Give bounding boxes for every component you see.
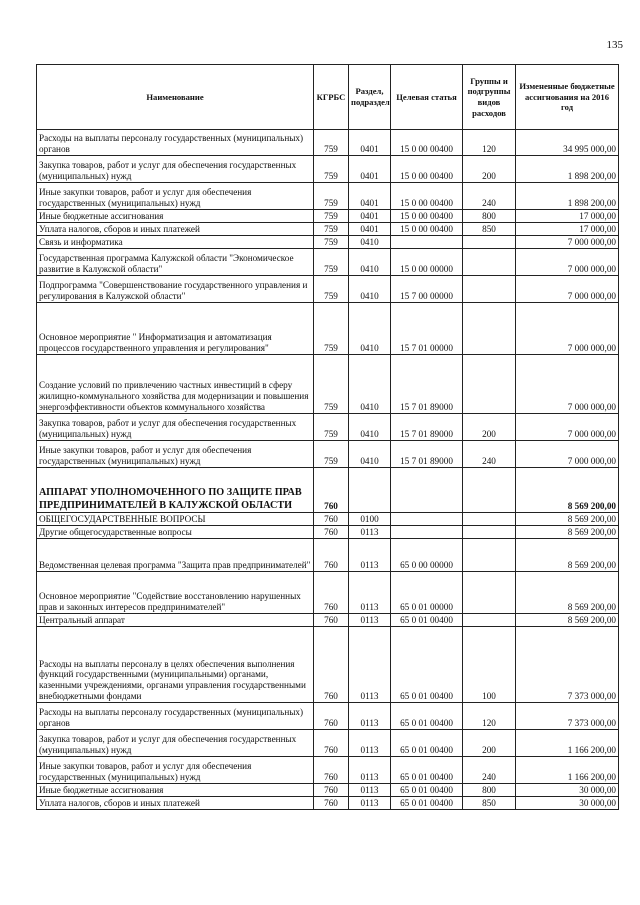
cell-name: Основное мероприятие " Информатизация и автоматизация процессов государственного управления и регулирования"	[37, 303, 314, 355]
table-row	[37, 526, 619, 539]
cell-amount: 7 000 000,00	[516, 355, 619, 414]
cell-kgrbs: 759	[314, 441, 349, 468]
cell-section: 0410	[349, 441, 391, 468]
table-row	[37, 223, 619, 236]
cell-target: 15 7 01 89000	[391, 441, 463, 468]
cell-name: Уплата налогов, сборов и иных платежей	[37, 223, 314, 236]
cell-target	[391, 468, 463, 513]
table-row	[37, 441, 619, 468]
cell-group: 200	[463, 414, 516, 441]
cell-target: 65 0 01 00400	[391, 730, 463, 757]
cell-name: Закупка товаров, работ и услуг для обеспечения государственных (муниципальных) нужд	[37, 414, 314, 441]
cell-target	[391, 236, 463, 249]
table-row	[37, 156, 619, 183]
cell-target: 65 0 00 00000	[391, 539, 463, 572]
cell-target: 15 0 00 00400	[391, 183, 463, 210]
cell-group	[463, 276, 516, 303]
cell-group	[463, 236, 516, 249]
cell-section: 0401	[349, 223, 391, 236]
table-row	[37, 236, 619, 249]
cell-kgrbs: 759	[314, 355, 349, 414]
cell-name: Подпрограмма "Совершенствование государственного управления и регулирования в Калужской области"	[37, 276, 314, 303]
cell-name: Иные закупки товаров, работ и услуг для обеспечения государственных (муниципальных) нужд	[37, 757, 314, 784]
cell-amount: 7 000 000,00	[516, 249, 619, 276]
cell-section: 0113	[349, 539, 391, 572]
cell-amount: 1 898 200,00	[516, 183, 619, 210]
cell-section: 0410	[349, 276, 391, 303]
cell-section: 0401	[349, 210, 391, 223]
cell-group: 800	[463, 784, 516, 797]
cell-kgrbs: 760	[314, 572, 349, 614]
cell-kgrbs: 759	[314, 303, 349, 355]
cell-group: 850	[463, 223, 516, 236]
cell-kgrbs: 760	[314, 513, 349, 526]
cell-target: 15 0 00 00000	[391, 249, 463, 276]
table-header-row	[37, 65, 619, 130]
cell-amount: 1 166 200,00	[516, 730, 619, 757]
cell-kgrbs: 760	[314, 539, 349, 572]
cell-group	[463, 355, 516, 414]
cell-group: 100	[463, 627, 516, 703]
cell-amount: 7 373 000,00	[516, 627, 619, 703]
cell-amount: 7 000 000,00	[516, 441, 619, 468]
cell-kgrbs: 759	[314, 156, 349, 183]
cell-name: Закупка товаров, работ и услуг для обеспечения государственных (муниципальных) нужд	[37, 156, 314, 183]
table-row	[37, 355, 619, 414]
cell-target: 65 0 01 00400	[391, 757, 463, 784]
cell-section: 0100	[349, 513, 391, 526]
cell-kgrbs: 760	[314, 797, 349, 810]
cell-group	[463, 614, 516, 627]
cell-section: 0410	[349, 355, 391, 414]
cell-amount: 7 000 000,00	[516, 276, 619, 303]
header-group: Группы и подгруппы видов расходов	[463, 65, 516, 130]
cell-kgrbs: 759	[314, 276, 349, 303]
cell-group: 200	[463, 156, 516, 183]
cell-group: 120	[463, 703, 516, 730]
cell-name: Центральный аппарат	[37, 614, 314, 627]
table-row	[37, 757, 619, 784]
cell-amount: 8 569 200,00	[516, 526, 619, 539]
cell-name: Уплата налогов, сборов и иных платежей	[37, 797, 314, 810]
cell-amount: 7 000 000,00	[516, 236, 619, 249]
cell-section: 0410	[349, 249, 391, 276]
cell-group	[463, 526, 516, 539]
cell-name: Иные бюджетные ассигнования	[37, 210, 314, 223]
cell-name: Расходы на выплаты персоналу государственных (муниципальных) органов	[37, 703, 314, 730]
cell-amount: 8 569 200,00	[516, 513, 619, 526]
cell-target: 15 7 01 89000	[391, 414, 463, 441]
cell-group: 240	[463, 183, 516, 210]
cell-amount: 8 569 200,00	[516, 614, 619, 627]
cell-kgrbs: 759	[314, 183, 349, 210]
cell-name: Иные закупки товаров, работ и услуг для обеспечения государственных (муниципальных) нужд	[37, 441, 314, 468]
cell-group: 800	[463, 210, 516, 223]
table-row	[37, 703, 619, 730]
table-row	[37, 210, 619, 223]
cell-group	[463, 468, 516, 513]
budget-table	[36, 64, 619, 810]
cell-group	[463, 572, 516, 614]
cell-amount: 1 898 200,00	[516, 156, 619, 183]
cell-section: 0410	[349, 414, 391, 441]
cell-kgrbs: 760	[314, 784, 349, 797]
cell-section: 0401	[349, 183, 391, 210]
cell-kgrbs: 759	[314, 223, 349, 236]
table-row	[37, 539, 619, 572]
cell-amount: 7 000 000,00	[516, 303, 619, 355]
cell-target: 15 0 00 00400	[391, 223, 463, 236]
cell-kgrbs: 760	[314, 614, 349, 627]
cell-target: 15 0 00 00400	[391, 130, 463, 156]
cell-amount: 34 995 000,00	[516, 130, 619, 156]
cell-target: 65 0 01 00400	[391, 797, 463, 810]
cell-section: 0113	[349, 797, 391, 810]
cell-name: Иные бюджетные ассигнования	[37, 784, 314, 797]
cell-name: Расходы на выплаты персоналу в целях обеспечения выполнения функций государственными (муниципальными) органами, казенными учреждениями, органами управления государственными внебюджетными фондами	[37, 627, 314, 703]
cell-group	[463, 249, 516, 276]
cell-name: Связь и информатика	[37, 236, 314, 249]
cell-name: Расходы на выплаты персоналу государственных (муниципальных) органов	[37, 130, 314, 156]
cell-section: 0113	[349, 703, 391, 730]
table-row	[37, 130, 619, 156]
cell-kgrbs: 760	[314, 526, 349, 539]
cell-name: Закупка товаров, работ и услуг для обеспечения государственных (муниципальных) нужд	[37, 730, 314, 757]
cell-section: 0113	[349, 614, 391, 627]
table-row	[37, 414, 619, 441]
cell-name: Ведомственная целевая программа "Защита прав предпринимателей"	[37, 539, 314, 572]
table-row	[37, 627, 619, 703]
cell-target: 15 7 00 00000	[391, 276, 463, 303]
cell-section: 0401	[349, 130, 391, 156]
header-target: Целевая статья	[391, 65, 463, 130]
cell-section: 0113	[349, 784, 391, 797]
cell-target: 15 0 00 00400	[391, 156, 463, 183]
cell-target	[391, 513, 463, 526]
cell-target: 65 0 01 00000	[391, 572, 463, 614]
header-amount: Измененные бюджетные ассигнования на 2016 год	[516, 65, 619, 130]
cell-amount: 7 000 000,00	[516, 414, 619, 441]
cell-amount: 17 000,00	[516, 223, 619, 236]
table-row	[37, 249, 619, 276]
cell-name: ОБЩЕГОСУДАРСТВЕННЫЕ ВОПРОСЫ	[37, 513, 314, 526]
cell-target: 65 0 01 00400	[391, 784, 463, 797]
table-row	[37, 784, 619, 797]
table-row	[37, 183, 619, 210]
table-row	[37, 303, 619, 355]
cell-name: Государственная программа Калужской области "Экономическое развитие в Калужской области"	[37, 249, 314, 276]
table-row	[37, 730, 619, 757]
cell-group: 850	[463, 797, 516, 810]
cell-name: Иные закупки товаров, работ и услуг для обеспечения государственных (муниципальных) нужд	[37, 183, 314, 210]
cell-name: Другие общегосударственные вопросы	[37, 526, 314, 539]
table-row	[37, 797, 619, 810]
cell-name: Основное мероприятие "Содействие восстановлению нарушенных прав и законных интересов предпринимателей"	[37, 572, 314, 614]
header-name: Наименование	[37, 65, 314, 130]
cell-amount: 8 569 200,00	[516, 468, 619, 513]
table-row	[37, 468, 619, 513]
cell-section: 0113	[349, 730, 391, 757]
cell-section: 0113	[349, 572, 391, 614]
cell-kgrbs: 759	[314, 130, 349, 156]
cell-amount: 8 569 200,00	[516, 572, 619, 614]
cell-target: 65 0 01 00400	[391, 703, 463, 730]
table-row	[37, 276, 619, 303]
cell-section: 0401	[349, 156, 391, 183]
cell-group	[463, 303, 516, 355]
cell-section	[349, 468, 391, 513]
cell-section: 0113	[349, 757, 391, 784]
cell-group: 120	[463, 130, 516, 156]
table-row	[37, 614, 619, 627]
cell-kgrbs: 760	[314, 468, 349, 513]
cell-group	[463, 513, 516, 526]
cell-kgrbs: 760	[314, 757, 349, 784]
cell-amount: 8 569 200,00	[516, 539, 619, 572]
cell-kgrbs: 759	[314, 236, 349, 249]
cell-target: 15 7 01 89000	[391, 355, 463, 414]
cell-section: 0410	[349, 303, 391, 355]
cell-target: 65 0 01 00400	[391, 614, 463, 627]
cell-name: Создание условий по привлечению частных инвестиций в сферу жилищно-коммунального хозяйства для модернизации и повышения энергоэффективности объектов коммунального хозяйства	[37, 355, 314, 414]
cell-group: 200	[463, 730, 516, 757]
cell-group	[463, 539, 516, 572]
cell-amount: 30 000,00	[516, 797, 619, 810]
cell-amount: 17 000,00	[516, 210, 619, 223]
page-number: 135	[606, 39, 623, 51]
cell-amount: 1 166 200,00	[516, 757, 619, 784]
table-row	[37, 572, 619, 614]
header-kgrbs: КГРБС	[314, 65, 349, 130]
cell-target: 65 0 01 00400	[391, 627, 463, 703]
cell-kgrbs: 760	[314, 703, 349, 730]
cell-section: 0113	[349, 627, 391, 703]
cell-group: 240	[463, 757, 516, 784]
cell-target	[391, 526, 463, 539]
cell-kgrbs: 760	[314, 730, 349, 757]
cell-group: 240	[463, 441, 516, 468]
cell-target: 15 0 00 00400	[391, 210, 463, 223]
table-row	[37, 513, 619, 526]
cell-kgrbs: 759	[314, 249, 349, 276]
cell-section: 0410	[349, 236, 391, 249]
cell-target: 15 7 01 00000	[391, 303, 463, 355]
cell-kgrbs: 760	[314, 627, 349, 703]
cell-name: АППАРАТ УПОЛНОМОЧЕННОГО ПО ЗАЩИТЕ ПРАВ ПРЕДПРИНИМАТЕЛЕЙ В КАЛУЖСКОЙ ОБЛАСТИ	[37, 468, 314, 513]
cell-kgrbs: 759	[314, 414, 349, 441]
cell-amount: 7 373 000,00	[516, 703, 619, 730]
header-section: Раздел, подраздел	[349, 65, 391, 130]
cell-amount: 30 000,00	[516, 784, 619, 797]
cell-section: 0113	[349, 526, 391, 539]
cell-kgrbs: 759	[314, 210, 349, 223]
